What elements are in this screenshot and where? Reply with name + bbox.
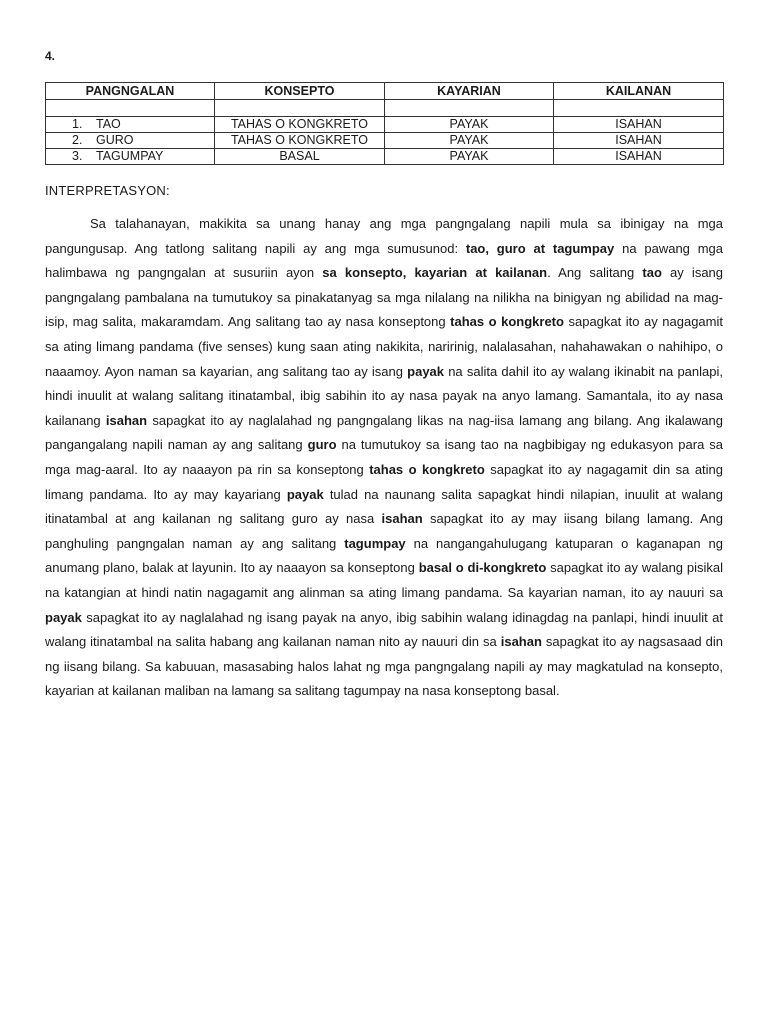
emphasis-text: guro	[307, 437, 337, 453]
paragraph-text: . Ang salitang	[547, 265, 643, 281]
emphasis-text: basal o di-kongkreto	[418, 560, 547, 576]
paragraph-text: na tumutukoy sa isang tao na nagbibigay ng edukasyon para sa mga mag-aaral. Ito ay naaayon pa rin sa konseptong	[45, 437, 724, 477]
noun-cell	[46, 117, 215, 133]
header-pangngalan: PANGNGALAN	[46, 83, 215, 100]
paragraph-text: ay isang pangngalang pambalana na tumutukoy sa pinakatanyag sa mga nilalang na nilikha na binigyan ng abilidad na mag-isip, mag salita, makaramdam. Ang salitang tao ay nasa konseptong	[45, 265, 724, 330]
emphasis-text: sa konsepto, kayarian at kailanan	[322, 265, 548, 281]
emphasis-text: tao, guro at tagumpay	[465, 240, 615, 256]
paragraph-text: sapagkat ito ay may iisang bilang lamang. Ang panghuling pangngalan naman ay ang salitang	[45, 511, 723, 551]
interpretation-paragraph	[45, 212, 723, 704]
kailanan-cell: ISAHAN	[554, 117, 724, 133]
paragraph-text: na pawang mga halimbawa ng pangngalan at susuriin ayon	[45, 240, 724, 281]
paragraph-text: sapagkat ito ay naglalahad ng pangngalang likas na nag-iisa lamang ang bilang. Ang ikalawang pangangalang napili naman ay ang salitang	[45, 412, 723, 453]
item-number: 4.	[45, 49, 56, 63]
kailanan-cell: ISAHAN	[554, 133, 724, 149]
paragraph-text: sapagkat ito ay nagagamit din sa ating limang pandama. Ito ay may kayariang	[45, 461, 724, 502]
emphasis-text: isahan	[105, 412, 148, 428]
noun-analysis-table	[45, 82, 724, 165]
header-kayarian: KAYARIAN	[385, 83, 554, 100]
paragraph-text: sapagkat ito ay naglalahad ng isang payak na anyo, ibig sabihin walang idinagdag na panlapi, hindi inuulit at walang itinatambal na salita habang ang kailanan naman nito ay nauuri din sa	[45, 609, 723, 650]
blank-cell	[385, 100, 554, 117]
paragraph-text: tulad na naunang salita sapagkat hindi nilapian, inuulit at walang itinatambal at ang kailanan ng salitang guro ay nasa	[45, 486, 723, 527]
emphasis-text: tahas o kongkreto	[369, 461, 485, 477]
emphasis-text: payak	[286, 486, 324, 502]
konsepto-cell: TAHAS O KONGKRETO	[215, 117, 385, 133]
emphasis-text: tao	[642, 265, 662, 281]
kailanan-cell: ISAHAN	[554, 149, 724, 165]
table-row	[46, 133, 724, 149]
paragraph-text: Sa talahanayan, makikita sa unang hanay ang mga pangngalang napili mula sa ibinigay na mga pangungusap. Ang tatlong salitang napili ay ang mga sumusunod:	[45, 216, 723, 256]
blank-cell	[215, 100, 385, 117]
paragraph-text: na salita dahil ito ay walang ikinabit na panlapi, hindi inuulit at walang salitang itinatambal, ibig sabihin ito ay nasa payak na anyo lamang. Samantala, ito ay nasa kailanang	[45, 363, 723, 428]
emphasis-text: payak	[407, 363, 445, 379]
noun-text: TAO	[96, 117, 121, 131]
interpretation-heading: INTERPRETASYON:	[45, 183, 170, 198]
kayarian-cell: PAYAK	[385, 149, 554, 165]
emphasis-text: tagumpay	[344, 535, 406, 551]
kayarian-cell: PAYAK	[385, 133, 554, 149]
konsepto-cell: BASAL	[215, 149, 385, 165]
kayarian-cell: PAYAK	[385, 117, 554, 133]
noun-text: TAGUMPAY	[96, 149, 164, 163]
table-row	[46, 149, 724, 165]
emphasis-text: payak	[45, 609, 82, 625]
emphasis-text: isahan	[500, 634, 542, 650]
paragraph-text: sapagkat ito ay walang pisikal na katangian at hindi natin nagagamit ang alinman sa ating limang pandama. Sa kayarian naman, ito ay nauuri sa	[45, 560, 723, 600]
paragraph-text: sapagkat ito ay nagagamit sa ating limang pandama (five senses) kung saan ating nakikita, naririnig, nalalasahan, nahahawakan o nahihipo, o naaamoy. Ayon naman sa kayarian, ang salitang tao ay isang	[45, 314, 723, 379]
paragraph-text: na nangangahulugang katuparan o kaganapan ng anumang plano, balak at layunin. Ito ay naaayon sa konseptong	[45, 535, 723, 576]
noun-text: GURO	[96, 133, 134, 147]
emphasis-text: tahas o kongkreto	[450, 314, 564, 330]
blank-cell	[554, 100, 724, 117]
table-row	[46, 117, 724, 133]
konsepto-cell: TAHAS O KONGKRETO	[215, 133, 385, 149]
blank-cell	[46, 100, 215, 117]
row-number: 2.	[72, 133, 83, 147]
noun-cell	[46, 133, 215, 149]
table-header-row	[46, 83, 724, 100]
header-kailanan: KAILANAN	[554, 83, 724, 100]
noun-cell	[46, 149, 215, 165]
blank-row	[46, 100, 724, 117]
row-number: 3.	[72, 149, 83, 163]
header-konsepto: KONSEPTO	[215, 83, 385, 100]
row-number: 1.	[72, 117, 83, 131]
paragraph-text: sapagkat ito ay nagsasaad din ng iisang bilang. Sa kabuuan, masasabing halos lahat ng mga pangngalang napili ay may magkatulad na konsepto, kayarian at kailanan maliban na lamang sa salitang tagumpay na nasa konseptong basal.	[45, 634, 723, 699]
emphasis-text: isahan	[381, 511, 423, 527]
